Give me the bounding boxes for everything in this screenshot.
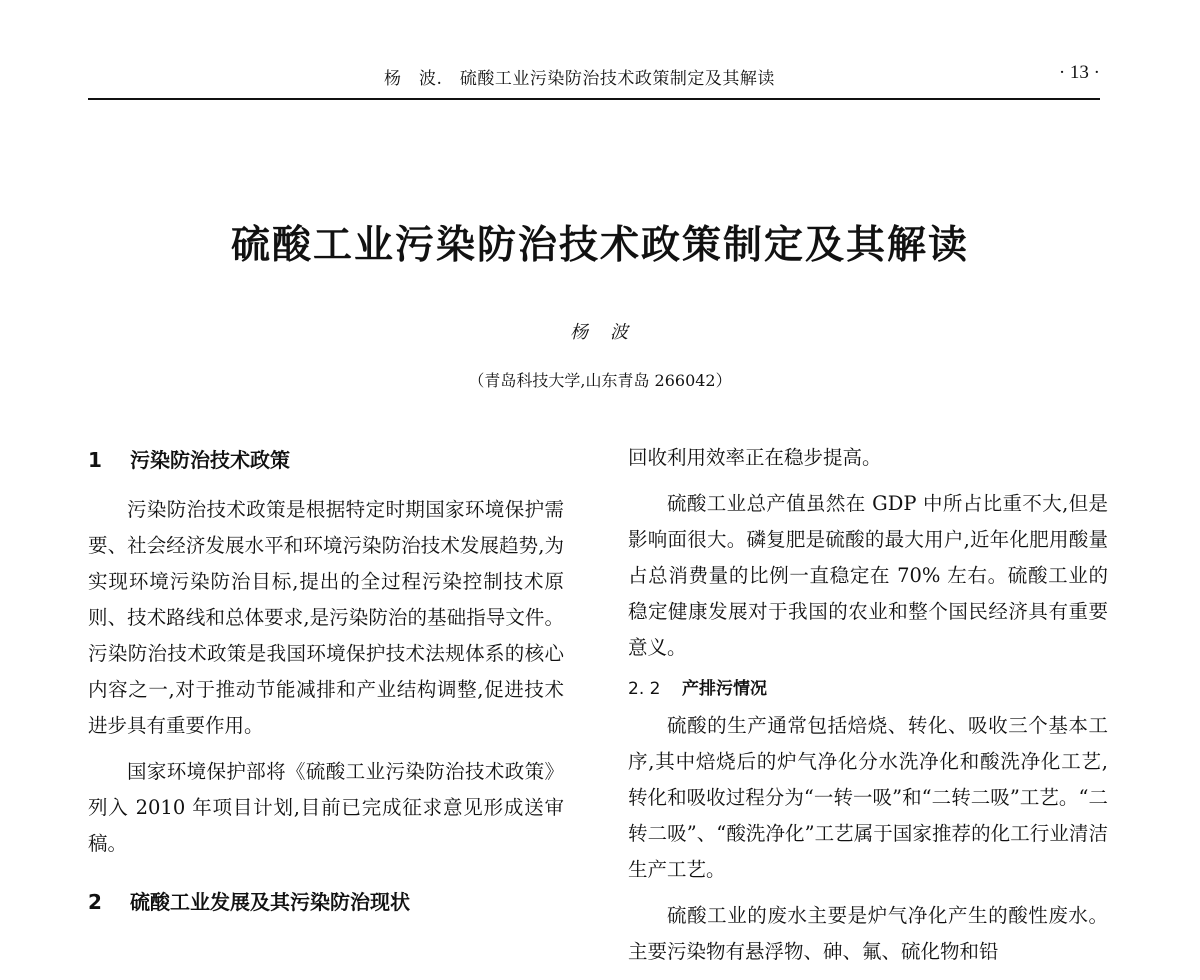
- paragraph: 回收利用效率正在稳步提高。: [628, 446, 882, 469]
- paragraph: 硫酸工业总产值虽然在 GDP 中所占比重不大,但是影响面很大。磷复肥是硫酸的最大用户,近年化肥用酸量占总消费量的比例一直稳定在 70% 左右。硫酸工业的稳定健康发展对于我国的农业和整个国民经济具有重要意义。: [628, 492, 1108, 659]
- paragraph: 国家环境保护部将《硫酸工业污染防治技术政策》列入 2010 年项目计划,目前已完成征求意见形成送审稿。: [88, 760, 564, 855]
- paragraph: 硫酸工业的废水主要是炉气净化产生的酸性废水。主要污染物有悬浮物、砷、氟、硫化物和铅: [628, 904, 1108, 963]
- section-heading-1: [88, 440, 564, 480]
- right-column: [628, 440, 1108, 980]
- subsection-heading-2-2: [628, 672, 1108, 706]
- header-rule: [88, 98, 1100, 100]
- running-title: 杨 波. 硫酸工业污染防治技术政策制定及其解读: [384, 69, 775, 89]
- section-heading-2: [88, 882, 564, 922]
- section-title: 污染防治技术政策: [130, 448, 290, 472]
- page-number: · 13 ·: [1058, 62, 1100, 83]
- section-title: 硫酸工业发展及其污染防治现状: [130, 890, 410, 914]
- author-affiliation: （青岛科技大学,山东青岛 266042）: [468, 371, 732, 390]
- subsection-title: 产排污情况: [682, 679, 767, 699]
- section-number: 2: [88, 890, 102, 914]
- author-name: 杨 波: [570, 322, 630, 343]
- left-column: [88, 440, 564, 934]
- running-header: [88, 62, 1100, 92]
- section-number: 1: [88, 448, 102, 472]
- paragraph: 硫酸的生产通常包括焙烧、转化、吸收三个基本工序,其中焙烧后的炉气净化分水洗净化和酸洗净化工艺,转化和吸收过程分为“一转一吸”和“二转二吸”工艺。“二转二吸”、“酸洗净化”工艺属于国家推荐的化工行业清洁生产工艺。: [628, 714, 1108, 881]
- paragraph: 污染防治技术政策是根据特定时期国家环境保护需要、社会经济发展水平和环境污染防治技术发展趋势,为实现环境污染防治目标,提出的全过程污染控制技术原则、技术路线和总体要求,是污染防治的基础指导文件。污染防治技术政策是我国环境保护技术法规体系的核心内容之一,对于推动节能减排和产业结构调整,促进技术进步具有重要作用。: [88, 498, 564, 737]
- article-title: 硫酸工业污染防治技术政策制定及其解读: [230, 223, 969, 268]
- subsection-number: 2. 2: [628, 679, 661, 699]
